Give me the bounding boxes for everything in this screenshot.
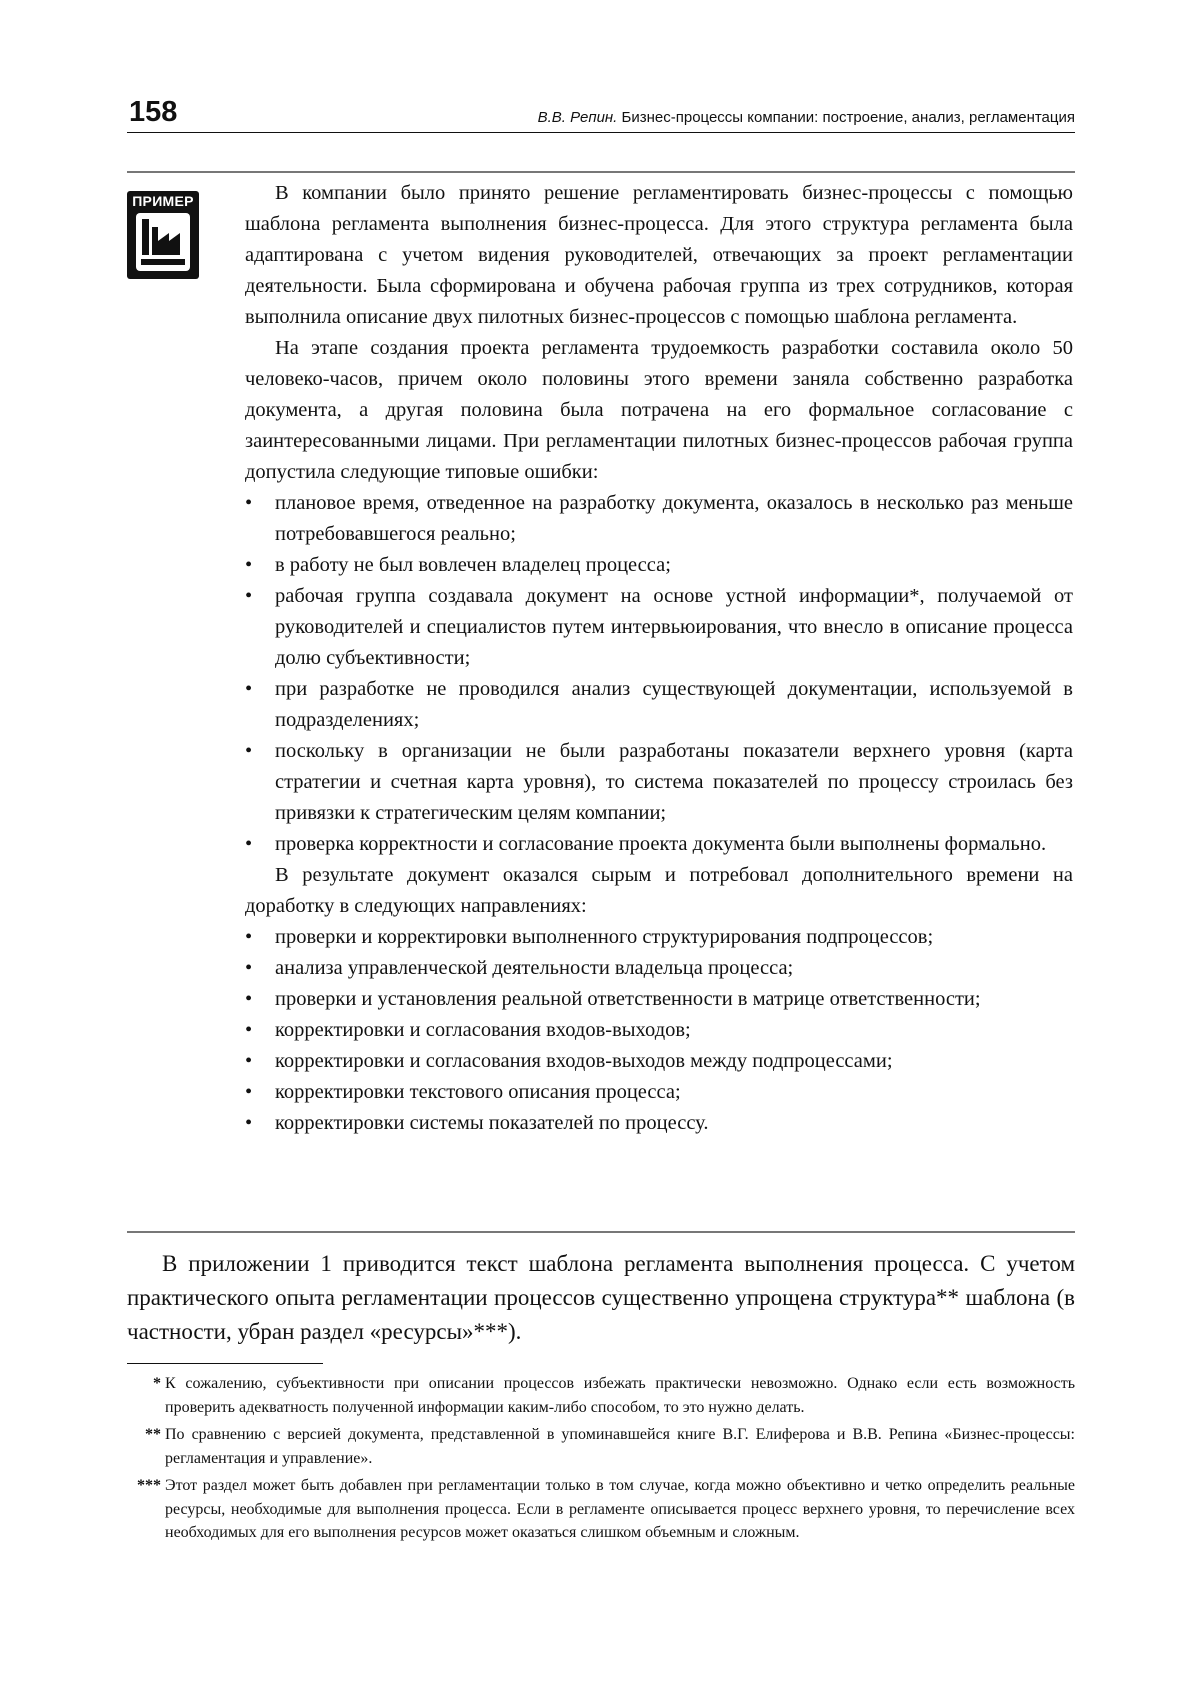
list-item: • в работу не был вовлечен владелец процесса; xyxy=(245,550,1073,581)
example-top-divider xyxy=(127,171,1075,173)
list-item: • корректировки и согласования входов-выходов между подпроцессами; xyxy=(245,1046,1073,1077)
footnote-rule xyxy=(127,1363,323,1364)
list-item: • проверки и корректировки выполненного структурирования подпроцессов; xyxy=(245,922,1073,953)
list-item: • корректировки системы показателей по процессу. xyxy=(245,1108,1073,1139)
book-title: Бизнес-процессы компании: построение, анализ, регламентация xyxy=(621,109,1075,126)
list-item: • корректировки текстового описания процесса; xyxy=(245,1077,1073,1108)
list-item: • при разработке не проводился анализ существующей документации, используемой в подразделениях; xyxy=(245,674,1073,736)
errors-list xyxy=(245,488,1073,860)
main-paragraph: В приложении 1 приводится текст шаблона регламента выполнения процесса. С учетом практического опыта регламентации процессов существенно упрощена структура** шаблона (в частности, убран раздел «ресурсы»***). xyxy=(127,1251,1075,1344)
footnote xyxy=(127,1372,1075,1419)
example-paragraph-1: В компании было принято решение регламентировать бизнес-процессы с помощью шаблона регламента выполнения бизнес-процесса. Для этого структура регламента была адаптирована с учетом видения руководителей, отвечающих за проект регламентации деятельности. Была сформирована и обучена рабочая группа из трех сотрудников, которая выполнила описание двух пилотных бизнес-процессов с помощью шаблона регламента. xyxy=(245,182,1073,328)
example-bottom-divider xyxy=(127,1231,1075,1233)
list-item: • проверки и установления реальной ответственности в матрице ответственности; xyxy=(245,984,1073,1015)
header-rule xyxy=(127,132,1075,133)
list-item: • анализа управленческой деятельности владельца процесса; xyxy=(245,953,1073,984)
footnote xyxy=(127,1474,1075,1545)
list-item: • проверка корректности и согласование проекта документа были выполнены формально. xyxy=(245,829,1073,860)
example-badge xyxy=(127,191,199,279)
running-head xyxy=(538,110,1075,125)
page-number: 158 xyxy=(129,96,178,128)
footnotes xyxy=(127,1372,1075,1549)
page-header xyxy=(127,92,1075,140)
list-item: • рабочая группа создавала документ на основе устной информации*, получаемой от руководителей и специалистов путем интервьюирования, что внесло в описание процесса долю субъективности; xyxy=(245,581,1073,674)
example-paragraph-3: В результате документ оказался сырым и потребовал дополнительного времени на доработку в следующих направлениях: xyxy=(245,864,1073,917)
footnote xyxy=(127,1423,1075,1470)
list-item: • поскольку в организации не были разработаны показатели верхнего уровня (карта стратегии и счетная карта уровня), то система показателей по процессу строилась без привязки к стратегическим целям компании; xyxy=(245,736,1073,829)
list-item: • корректировки и согласования входов-выходов; xyxy=(245,1015,1073,1046)
rework-list xyxy=(245,922,1073,1139)
example-badge-label: ПРИМЕР xyxy=(132,193,194,209)
footnote-mark: ** xyxy=(145,1426,161,1443)
footnote-text: Этот раздел может быть добавлен при регламентации только в том случае, когда можно объективно и четко определить реальные ресурсы, необходимые для выполнения процесса. Если в регламенте описывается процесс верхнего уровня, то перечисление всех необходимых для его выполнения ресурсов может оказаться слишком объемным и сложным. xyxy=(165,1477,1075,1541)
footnote-text: К сожалению, субъективности при описании процессов избежать практически невозможно. Однако если есть возможность проверить адекватность полученной информации каким-либо способом, то это нужно делать. xyxy=(165,1375,1075,1416)
footnote-mark: * xyxy=(153,1375,161,1392)
example-block xyxy=(245,178,1073,1139)
footnote-text: По сравнению с версией документа, представленной в упоминавшейся книге В.Г. Елиферова и В.В. Репина «Бизнес-процессы: регламентация и управление». xyxy=(165,1426,1075,1467)
example-paragraph-2: На этапе создания проекта регламента трудоемкость разработки составила около 50 человеко-часов, причем около половины этого времени заняла собственно разработка документа, а другая половина была потрачена на его формальное согласование с заинтересованными лицами. При регламентации пилотных бизнес-процессов рабочая группа допустила следующие типовые ошибки: xyxy=(245,337,1073,483)
factory-icon xyxy=(133,211,193,273)
author-name: В.В. Репин. xyxy=(537,109,618,126)
footnote-mark: *** xyxy=(137,1477,161,1494)
list-item: • плановое время, отведенное на разработку документа, оказалось в несколько раз меньше потребовавшегося реально; xyxy=(245,488,1073,550)
